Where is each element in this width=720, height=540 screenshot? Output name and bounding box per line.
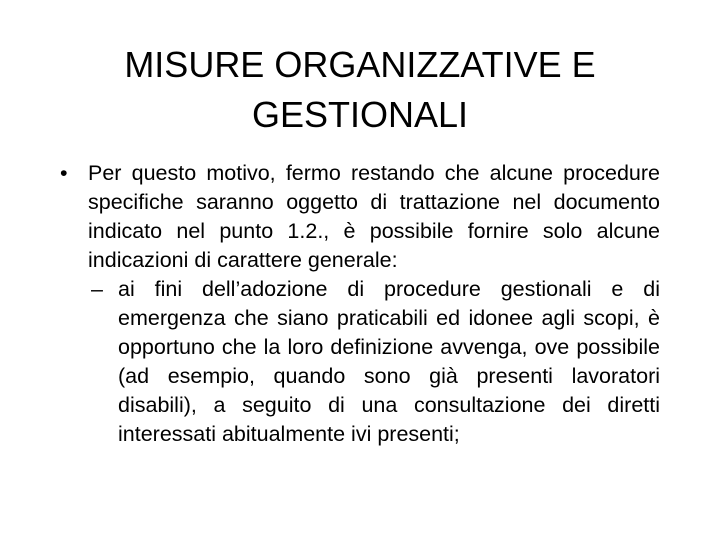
title-line-2: GESTIONALI	[251, 94, 469, 135]
slide-title	[0, 40, 720, 140]
bullet-marker: •	[60, 161, 68, 185]
sub-bullet-marker: –	[91, 277, 103, 301]
title-line-1: MISURE ORGANIZZATIVE E	[124, 44, 596, 85]
bullet-text: Per questo motivo, fermo restando che alcune procedure specifiche saranno oggetto di trattazione nel documento indicato nel punto 1.2., è possibile fornire solo alcune indicazioni di carattere generale:	[88, 161, 660, 272]
bullet-item	[60, 159, 660, 275]
slide-body	[60, 159, 660, 449]
sub-bullet-item	[91, 275, 660, 449]
sub-bullet-text: ai fini dell’adozione di procedure gestionali e di emergenza che siano praticabili ed idonee agli scopi, è opportuno che la loro definizione avvenga, ove possibile (ad esempio, quando sono già presenti lavoratori disabili), a seguito di una consultazione dei diretti interessati abitualmente ivi presenti;	[118, 277, 660, 446]
